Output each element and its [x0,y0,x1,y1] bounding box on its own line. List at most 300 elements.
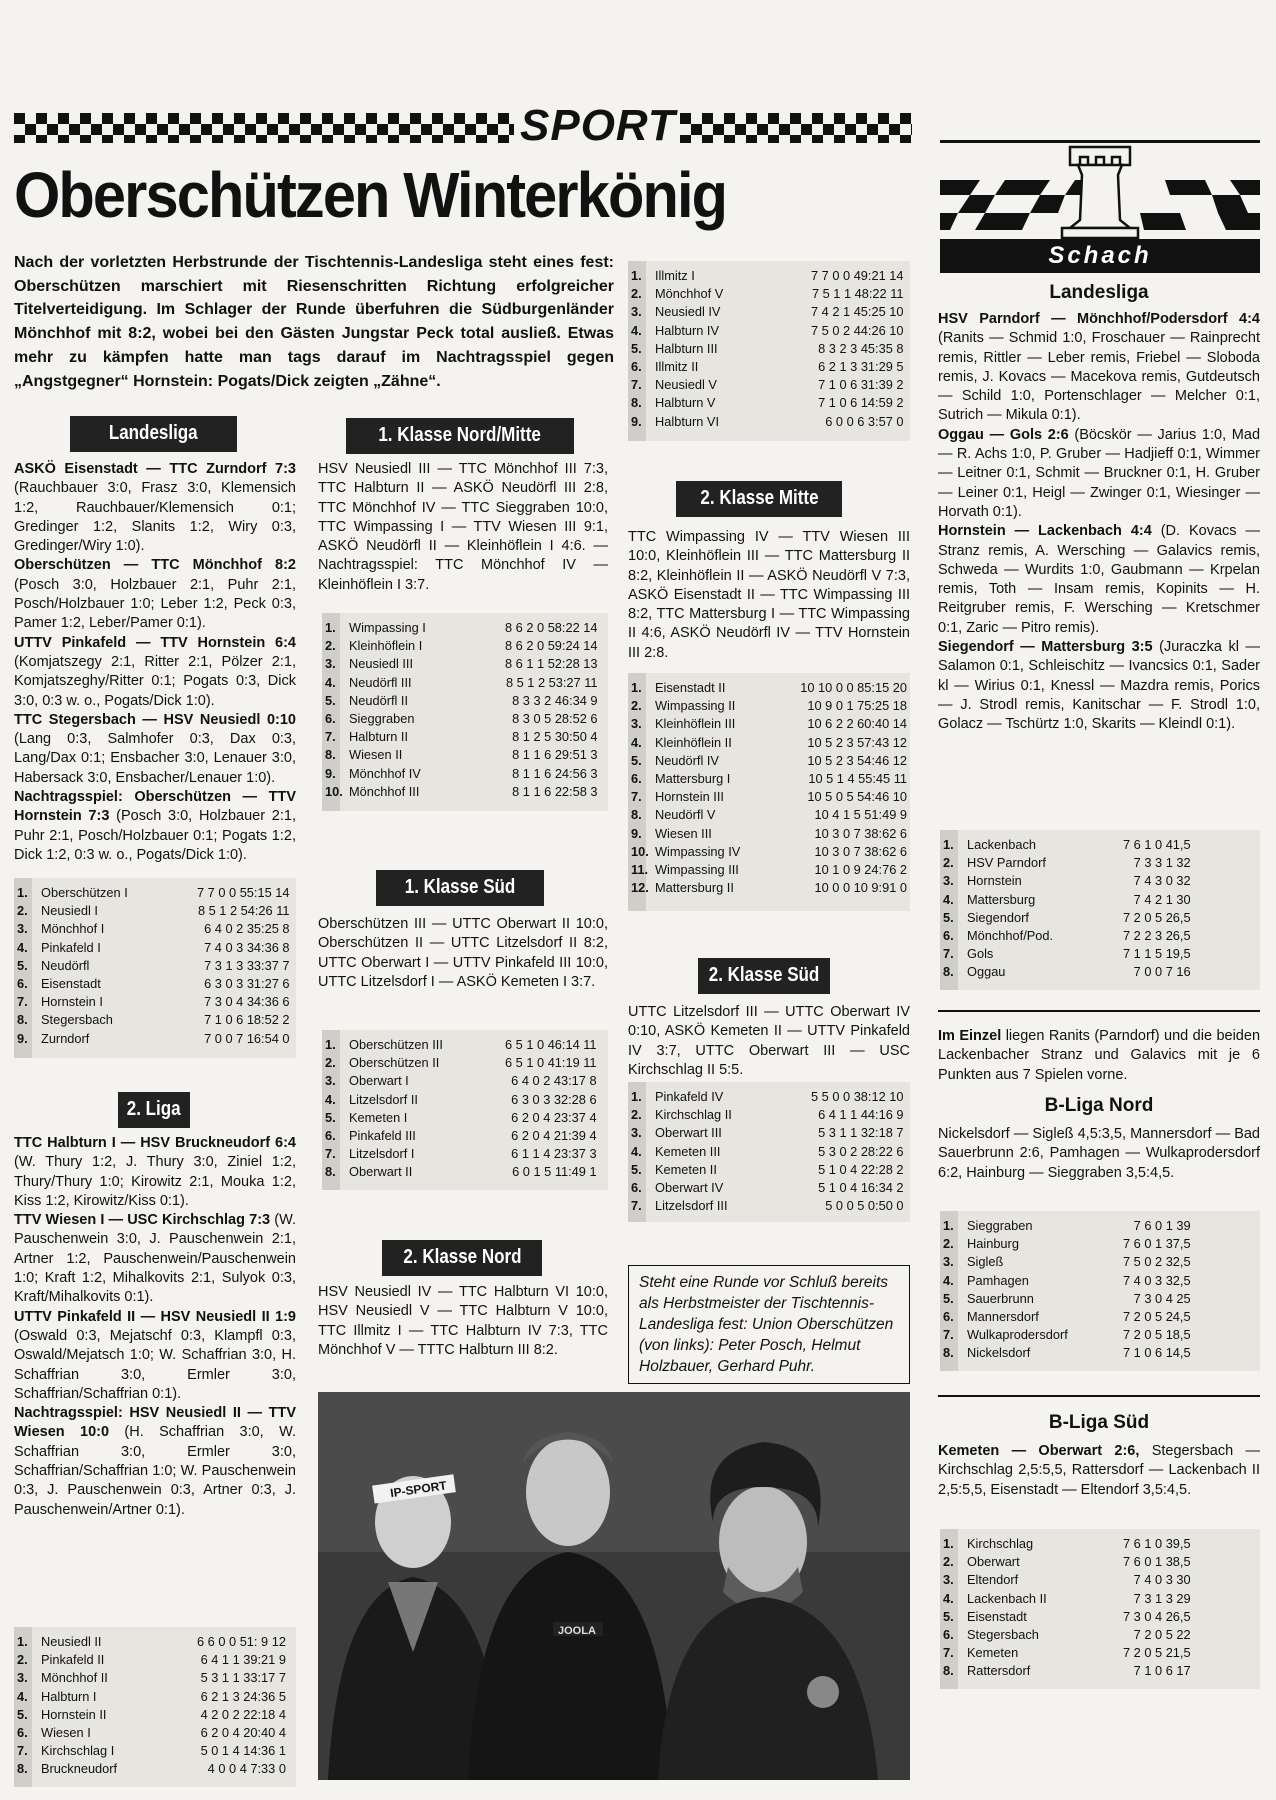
table-row [940,891,1194,909]
record-cell: 10 4 1 5 51:49 9 [814,807,907,823]
record-cell: 8 5 1 2 54:26 11 [197,903,290,919]
team-cell: Neudörfl IV [654,752,719,768]
result-paragraph: Oggau — Gols 2:6 (Böcskör — Jarius 1:0, Mad — R. Achs 1:0, P. Gruber — Hadjieff 0:1, Wimmer — Leitner 0:1, Schmit — Bruckner 0:1, H. Gruber — Leiner 0:1, Heigl — Zwinger 0:1, Wiesinger — Horvath 0:1). [938,426,1261,520]
team-cell: Pinkafeld IV [655,1089,724,1104]
table-row [322,1109,600,1127]
record-cell: 7 4 2 1 45:25 10 [811,304,904,320]
rank-cell: 4. [943,1590,954,1606]
record-cell: 8 3 3 2 46:34 9 [512,692,598,708]
rank-cell: 2. [943,855,954,871]
rank-cell: 2. [631,698,642,714]
table-row [14,920,293,938]
team-cell: Bruckneudorf [41,1761,118,1777]
table-row [14,1669,289,1687]
team-cell: Siegendorf [967,909,1029,925]
team-cell: Halbturn IV [655,322,720,338]
rank-cell: 2. [17,1652,28,1668]
team-cell: Eisenstadt [41,976,101,992]
record-cell: 5 3 1 1 33:17 7 [200,1670,286,1686]
team-cell: Neusiedl III [349,656,414,672]
record-cell: 7 2 0 5 24,5 [1123,1309,1191,1325]
table-row [14,1760,289,1778]
table-row [628,358,907,376]
team-cell: Lackenbach [967,837,1037,852]
rank-cell: 5. [631,1161,642,1177]
table-row [940,1535,1194,1553]
rank-cell: 3. [17,921,28,937]
chess-header [940,135,1260,273]
rank-cell: 1. [631,268,642,283]
rank-cell: 7. [943,1645,954,1661]
table-row [940,1626,1194,1644]
record-cell: 10 5 2 3 54:46 12 [807,752,907,768]
record-cell: 4 2 0 2 22:18 4 [200,1706,286,1722]
record-cell: 6 1 1 4 23:37 3 [511,1146,597,1162]
table-row [940,927,1194,945]
rank-cell: 5. [943,909,954,925]
table-row [628,843,910,861]
record-cell: 7 3 0 4 34:36 6 [204,994,290,1010]
table-row [628,1179,907,1197]
einzel-note: Im Einzel liegen Ranits (Parndorf) und die beiden Lackenbacher Stranz und Galavics mit je 6 Punkten aus 7 Spielen vorne. [938,1028,1261,1083]
rank-cell: 6. [631,359,642,375]
record-cell: 8 1 2 5 30:50 4 [512,729,598,745]
nordmitte-results: HSV Neusiedl III — TTC Mönchhof III 7:3, TTC Halbturn II — ASKÖ Neudörfl III 2:8, TTC Mönchhof IV — TTC Sieggraben 10:0, TTC Wimpassing I — TTV Wiesen III 9:1, ASKÖ Neudörfl II — Kleinhöflein I 4:6. — Nachtragsspiel: TTC Mönchhof IV — Kleinhöflein I 3:7. [318,461,608,593]
record-cell: 7 2 0 5 26,5 [1123,909,1191,925]
landesliga-results [14,460,296,865]
team-cell: Wimpassing I [349,620,426,635]
rank-cell: 3. [631,1125,642,1141]
team-cell: Pinkafeld III [349,1128,416,1144]
table-row [14,993,293,1011]
standings-table [628,679,910,897]
team-cell: Pinkafeld II [41,1652,105,1668]
record-cell: 7 1 0 6 31:39 2 [818,377,904,393]
rank-cell: 7. [325,1146,336,1162]
team-cell: Eltendorf [967,1572,1019,1588]
rank-cell: 6. [631,771,642,787]
team-cell: Oberwart IV [655,1180,724,1196]
team-cell: Halbturn II [349,729,409,745]
team-cell: Neudörfl V [654,807,716,823]
result-paragraph: TTC Halbturn I — HSV Bruckneudorf 6:4 (W. Thury 1:2, J. Thury 3:0, Ziniel 1:2, Thury/Thury 1:0; Kirowitz 2:1, Mouka 1:2, Kiss 1:2, Kirowitz/Kiss 0:1). [14,1135,296,1209]
team-cell: Mönchhof III [349,783,420,799]
record-cell: 7 2 0 5 22 [1133,1627,1191,1643]
team-cell: Illmitz I [655,268,695,283]
rank-cell: 6. [943,1627,954,1643]
table-row [628,376,907,394]
table-row [940,909,1194,927]
table-row [322,1054,600,1072]
record-cell: 7 1 0 6 14,5 [1123,1345,1191,1361]
table-row [940,1272,1194,1290]
team-cell: Sieggraben [349,711,415,727]
rank-cell: 8. [943,1663,954,1679]
team-cell: Illmitz II [655,359,699,375]
record-cell: 5 1 0 4 22:28 2 [818,1161,904,1177]
record-cell: 6 2 0 4 21:39 4 [511,1128,597,1144]
table-row [14,939,293,957]
record-cell: 10 6 2 2 60:40 14 [807,716,907,732]
rank-cell: 6. [325,1128,336,1144]
table-row [940,1662,1194,1680]
table-row [940,1290,1194,1308]
team-photo [318,1392,910,1780]
table-row [322,655,601,673]
team-cell: Hornstein [967,873,1022,889]
rank-cell: 8. [631,807,642,823]
rank-cell: 6. [943,1309,954,1325]
rank-cell: 2. [943,1236,954,1252]
result-paragraph: Nachtragsspiel: HSV Neusiedl II — TTV Wiesen 10:0 (H. Schaffrian 3:0, W. Schaffrian 3:0, Ermler 3:0, Schaffrian/Schaffrian 1:0; W. Pauschenwein 0:3, J. Pauschenwein 0:3, Artner 0:3, J. Pauschenwein/Artner 0:1). [14,1405,297,1518]
table-row [14,1724,289,1742]
record-cell: 7 3 0 4 26,5 [1123,1608,1191,1624]
sport-label: SPORT [520,101,676,150]
team-cell: Neudörfl II [349,692,409,708]
table-row [628,679,910,697]
record-cell: 7 1 0 6 17 [1133,1663,1191,1679]
section-heading-1-klasse-sued: 1. Klasse Süd [376,870,544,906]
result-paragraph: TTC Stegersbach — HSV Neusiedl 0:10 (Lang 0:3, Salmhofer 0:3, Dax 0:3, Lang/Dax 0:1; Ensbacher 3:0, Lenauer 3:0, Habersack 3:0, Ensbacher/Lenauer 1:0). [14,711,296,786]
rank-cell: 5. [17,1706,28,1722]
team-cell: Kleinhöflein I [349,638,423,654]
record-cell: 7 5 0 2 32,5 [1123,1254,1191,1270]
photo-caption: Steht eine Runde vor Schluß bereits als Herbstmeister der Tischtennis-Landesliga fest: Union Oberschützen (von links): Peter Posch, Helmut Holzbauer, Gerhard Puhr. [628,1265,910,1384]
standings-table [14,1633,289,1779]
table-row [628,340,907,358]
schach-heading-landesliga: Landesliga [1049,282,1149,303]
rank-cell: 3. [325,656,336,672]
record-cell: 7 3 3 1 32 [1133,855,1191,871]
team-cell: Litzelsdorf II [349,1091,418,1107]
team-cell: HSV Parndorf [967,855,1046,871]
rank-cell: 5. [325,1109,336,1125]
table-row [940,1235,1194,1253]
record-cell: 8 6 2 0 59:24 14 [505,638,598,654]
team-cell: Mannersdorf [967,1309,1039,1325]
team-cell: Wiesen I [41,1725,91,1741]
team-cell: Sigleß [967,1254,1004,1270]
table-row [322,783,601,801]
section-heading-2-liga: 2. Liga [118,1092,190,1128]
team-cell: Halbturn I [41,1688,97,1704]
record-cell: 7 0 0 7 16 [1133,964,1191,980]
table-row [628,806,910,824]
team-cell: Neusiedl IV [655,304,721,320]
rank-cell: 7. [943,1327,954,1343]
table-row [628,697,910,715]
rank-cell: 3. [631,716,642,732]
table-row [940,1590,1194,1608]
section-heading-2-klasse-nord: 2. Klasse Nord [382,1240,542,1276]
record-cell: 7 2 0 5 21,5 [1123,1645,1191,1661]
divider [938,1395,1260,1397]
bnord-results: Nickelsdorf — Sigleß 4,5:3,5, Mannersdorf — Bad Sauerbrunn 2:6, Pamhagen — Wulkaprodersdorf 6:2, Hainburg — Sieggraben 3,5:4,5. [938,1126,1260,1181]
table-row [14,884,293,902]
rank-cell: 1. [17,885,28,900]
standings-2-klasse-sued [628,1082,910,1222]
table-row [322,1127,600,1145]
table-row [14,957,293,975]
record-cell: 8 3 0 5 28:52 6 [512,711,598,727]
standings-schach-landesliga [940,830,1260,990]
table-row [322,619,601,637]
table-row [940,872,1194,890]
record-cell: 7 5 0 2 44:26 10 [811,322,904,338]
standings-2-klasse-nord [628,261,910,441]
record-cell: 6 3 0 3 31:27 6 [204,976,290,992]
table-row [322,710,601,728]
table-row [940,854,1194,872]
result-paragraph: ASKÖ Eisenstadt — TTC Zurndorf 7:3 (Rauchbauer 3:0, Frasz 3:0, Klemensich 1:2, Rauchbauer/Klemensich 0:1; Gredinger 1:2, Slanits 1:2, Wiry 0:3, Gredinger/Wiry 1:0). [14,461,296,555]
record-cell: 10 1 0 9 24:76 2 [814,862,907,878]
table-row [14,975,293,993]
team-cell: Kemeten II [655,1161,717,1177]
team-cell: Sieggraben [967,1218,1033,1233]
rank-cell: 5. [631,752,642,768]
mitte2-results: TTC Wimpassing IV — TTV Wiesen III 10:0, Kleinhöflein III — TTC Mattersburg II 8:2, Kleinhöflein II — ASKÖ Neudörfl V 7:3, ASKÖ Eisenstadt II — TTC Wimpassing III 8:2, TTC Mattersburg I — TTC Wimpassing II 4:6, ASKÖ Neudörfl IV — TTV Hornstein III 2:8. [628,529,910,661]
rank-cell: 2. [325,1055,336,1071]
table-row [322,1036,600,1054]
section-heading-nord-mitte: 1. Klasse Nord/Mitte [346,418,574,454]
schach-heading-b-liga-nord: B-Liga Nord [1044,1095,1154,1116]
record-cell: 6 2 0 4 23:37 4 [511,1109,597,1125]
table-row [322,637,601,655]
team-cell: Oggau [967,964,1006,980]
rank-cell: 1. [943,1536,954,1551]
rank-cell: 7. [631,377,642,393]
record-cell: 6 0 1 5 11:49 1 [512,1164,597,1180]
team-cell: Stegersbach [967,1627,1039,1643]
table-row [14,1011,293,1029]
rank-cell: 10. [631,843,649,859]
record-cell: 10 5 2 3 57:43 12 [807,734,907,750]
team-cell: Hornstein III [654,789,724,805]
rank-cell: 9. [17,1030,28,1046]
team-cell: Halbturn V [655,395,716,411]
team-cell: Neusiedl V [655,377,717,393]
record-cell: 6 0 0 6 3:57 0 [825,413,904,429]
table-row [322,1145,600,1163]
record-cell: 7 1 0 6 18:52 2 [204,1012,290,1028]
team-cell: Oberwart III [655,1125,722,1141]
team-cell: Wimpassing II [654,698,736,714]
rank-cell: 5. [17,957,28,973]
sued2-results: UTTC Litzelsdorf III — UTTC Oberwart IV 0:10, ASKÖ Kemeten II — UTTV Pinkafeld IV 3:7, UTTC Oberwart III — USC Kirchschlag II 5:5. [628,1004,910,1078]
rank-cell: 9. [631,413,642,429]
rank-cell: 5. [943,1290,954,1306]
rank-cell: 1. [631,680,642,695]
team-cell: Kemeten [967,1645,1019,1661]
team-cell: Lackenbach II [967,1590,1047,1606]
rank-cell: 7. [631,1198,642,1214]
team-cell: Mattersburg I [654,771,731,787]
record-cell: 7 6 0 1 39 [1133,1218,1191,1233]
table-row [14,1651,289,1669]
rank-cell: 11. [631,862,649,878]
standings-2-liga [14,1627,296,1787]
record-cell: 10 0 0 10 9:91 0 [814,880,907,896]
standings-table [940,836,1194,982]
record-cell: 6 4 0 2 43:17 8 [511,1073,597,1089]
table-row [940,1644,1194,1662]
rank-cell: 4. [943,1272,954,1288]
rank-cell: 4. [631,322,642,338]
team-cell: Mönchhof V [655,286,724,302]
section-heading-2-klasse-mitte: 2. Klasse Mitte [676,481,842,517]
rank-cell: 2. [631,286,642,302]
team-cell: Litzelsdorf I [349,1146,415,1162]
table-row [322,1091,600,1109]
record-cell: 7 6 0 1 37,5 [1123,1236,1191,1252]
schach-label: Schach [1048,242,1152,269]
table-row [14,1706,289,1724]
rank-cell: 2. [325,638,336,654]
divider [938,1010,1260,1012]
table-row [628,879,910,897]
rank-cell: 9. [325,765,336,781]
table-row [322,1163,600,1181]
team-cell: Hainburg [967,1236,1019,1252]
table-row [628,825,910,843]
table-row [322,746,601,764]
checker-band-right [680,113,912,143]
team-cell: Eisenstadt [967,1608,1027,1624]
record-cell: 5 0 0 5 0:50 0 [825,1198,904,1214]
team-cell: Mönchhof IV [349,765,421,781]
table-row [14,902,293,920]
record-cell: 6 2 1 3 31:29 5 [818,359,904,375]
table-row [14,1030,293,1048]
table-row [628,322,907,340]
table-row [628,1106,907,1124]
table-row [628,267,907,285]
rank-cell: 4. [325,1091,336,1107]
rank-cell: 10. [325,783,343,799]
team-cell: Kirchschlag II [655,1107,732,1123]
table-row [14,1633,289,1651]
rank-cell: 7. [17,994,28,1010]
rank-cell: 5. [325,692,336,708]
team-cell: Rattersdorf [967,1663,1031,1679]
record-cell: 7 7 0 0 55:15 14 [197,885,290,900]
team-cell: Pamhagen [967,1272,1029,1288]
record-cell: 7 1 1 5 19,5 [1123,946,1191,962]
bsued-results: Kemeten — Oberwart 2:6, Stegersbach — Kirchschlag 2,5:5,5, Rattersdorf — Lackenbach II 2,5:5,5, Eisenstadt — Eltendorf 3,5:4,5. [938,1443,1260,1498]
result-paragraph: UTTV Pinkafeld II — HSV Neusiedl II 1:9 (Oswald 0:3, Mejatschf 0:3, Klampfl 0:3, Oswald/Mejatsch 1:0; W. Schaffrian 3:0, H. Schaffrian 3:0, Ermler 3:0, Schaffrian/Schaffrian 0:1). [14,1308,296,1402]
team-cell: Oberwart II [349,1164,413,1180]
rank-cell: 8. [17,1012,28,1028]
table-row [628,770,910,788]
record-cell: 7 6 1 0 41,5 [1123,837,1191,852]
table-row [322,728,601,746]
table-row [628,734,910,752]
team-cell: Kemeten III [655,1143,721,1159]
record-cell: 10 10 0 0 85:15 20 [800,680,907,695]
team-cell: Neudörfl III [349,674,412,690]
record-cell: 6 3 0 3 32:28 6 [511,1091,597,1107]
rank-cell: 4. [631,734,642,750]
record-cell: 7 7 0 0 49:21 14 [811,268,904,283]
rank-cell: 5. [943,1608,954,1624]
table-row [940,1571,1194,1589]
record-cell: 7 2 0 5 18,5 [1123,1327,1191,1343]
rank-cell: 8. [631,395,642,411]
record-cell: 7 0 0 7 16:54 0 [204,1030,290,1046]
table-row [940,1308,1194,1326]
team-cell: Mattersburg [967,891,1036,907]
record-cell: 7 4 0 3 34:36 8 [204,939,290,955]
record-cell: 7 5 1 1 48:22 11 [811,286,904,302]
table-row [322,765,601,783]
team-cell: Wiesen II [349,747,403,763]
table-row [940,836,1194,854]
rank-cell: 6. [943,928,954,944]
table-row [940,1553,1194,1571]
team-cell: Mattersburg II [654,880,734,896]
table-row [628,285,907,303]
record-cell: 8 1 1 6 22:58 3 [512,783,598,799]
standings-2-klasse-mitte [628,673,910,911]
rank-cell: 8. [325,747,336,763]
team-cell: Neusiedl II [41,1634,102,1649]
rank-cell: 4. [17,939,28,955]
result-paragraph: HSV Parndorf — Mönchhof/Podersdorf 4:4 (Ranits — Schmid 1:0, Froschauer — Rainprecht remis, Rittler — Leber remis, Friebel — Sloboda remis, J. Kovacs — Macekova remis, Gutdeutsch — Schild 1:0, Portenschlager — Melcher 0:1, Sutrich — Mikula 0:1). [938,311,1260,424]
record-cell: 6 6 0 0 51: 9 12 [197,1634,286,1649]
table-row [628,1124,907,1142]
record-cell: 10 3 0 7 38:62 6 [814,825,907,841]
standings-nord-mitte [322,613,608,811]
record-cell: 7 4 3 0 32 [1133,873,1191,889]
record-cell: 8 6 1 1 52:28 13 [505,656,598,672]
table-row [628,1143,907,1161]
table-row [940,945,1194,963]
liga2-results [14,1134,296,1520]
record-cell: 7 4 0 3 32,5 [1123,1272,1191,1288]
team-cell: Zurndorf [41,1030,90,1046]
record-cell: 8 1 1 6 24:56 3 [512,765,598,781]
table-row [14,1742,289,1760]
result-paragraph: UTTV Pinkafeld — TTV Hornstein 6:4 (Komjatszegy 2:1, Ritter 2:1, Pölzer 2:1, Komjatszeghy/Ritter 0:1; Pogats 0:3, Dick 3:0, 0:3 w. o., Pogats/Dick 1:0). [14,634,296,709]
team-cell: Oberwart I [349,1073,409,1089]
record-cell: 6 4 0 2 35:25 8 [204,921,290,937]
team-cell: Kleinhöflein III [654,716,736,732]
record-cell: 6 2 1 3 24:36 5 [200,1688,286,1704]
table-row [322,674,601,692]
team-cell: Wimpassing IV [654,843,741,859]
rank-cell: 6. [17,1725,28,1741]
table-row [628,752,910,770]
table-row [940,1326,1194,1344]
team-cell: Stegersbach [41,1012,113,1028]
standings-landesliga [14,878,296,1058]
schach-heading-b-liga-sued: B-Liga Süd [1048,1412,1150,1433]
rank-cell: 4. [17,1688,28,1704]
record-cell: 10 9 0 1 75:25 18 [807,698,907,714]
rank-cell: 9. [631,825,642,841]
record-cell: 5 5 0 0 38:12 10 [811,1089,904,1104]
table-row [628,1161,907,1179]
standings-1-klasse-sued [322,1030,608,1190]
team-cell: Mönchhof/Pod. [967,928,1054,944]
table-row [940,1608,1194,1626]
standings-table [322,1036,600,1182]
rank-cell: 3. [325,1073,336,1089]
record-cell: 5 0 1 4 14:36 1 [200,1743,286,1759]
rank-cell: 8. [943,1345,954,1361]
result-paragraph: TTV Wiesen I — USC Kirchschlag 7:3 (W. Pauschenwein 3:0, J. Pauschenwein 2:1, Artner 1:2, Pauschenwein/Pauschenwein 1:0; Kraft 1:2, Mihalkovits 2:1, Sulyok 0:3, Kraft/Mihalkovits 0:1). [14,1212,296,1306]
rank-cell: 7. [943,946,954,962]
